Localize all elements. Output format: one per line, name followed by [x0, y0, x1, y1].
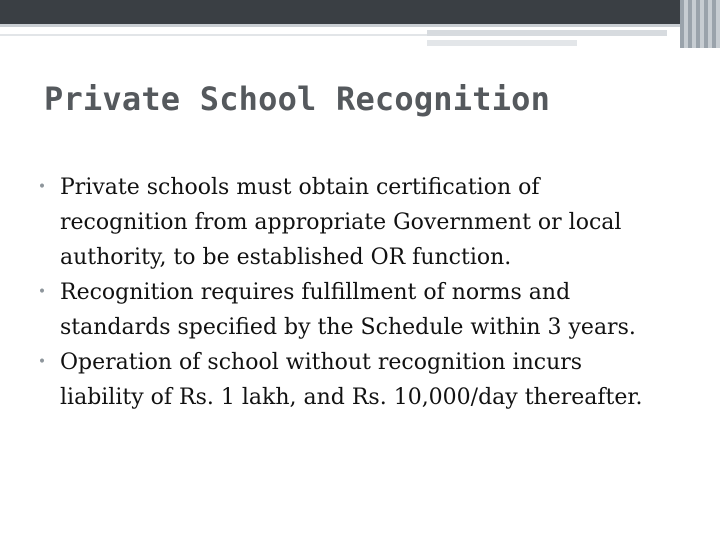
- bullet-list: [32, 170, 662, 415]
- header-bar: [0, 0, 720, 24]
- bullet-item: [32, 170, 662, 275]
- bullet-icon: •: [37, 284, 47, 300]
- bullet-text: Operation of school without recognition incurs liability of Rs. 1 lakh, and Rs. 10,000/day thereafter.: [60, 350, 643, 410]
- bullet-item: [32, 345, 662, 415]
- header-accent-line: [0, 24, 720, 27]
- bullet-item: [32, 275, 662, 345]
- header-corner-pattern: [680, 0, 720, 48]
- bullet-icon: •: [37, 179, 47, 195]
- slide-title: Private School Recognition: [44, 80, 551, 118]
- header-light-segment: [427, 30, 667, 36]
- header-thin-line: [0, 34, 427, 36]
- header-light-segment-secondary: [427, 40, 577, 46]
- bullet-text: Private schools must obtain certification of recognition from appropriate Government or local authority, to be established OR function.: [60, 175, 622, 270]
- bullet-text: Recognition requires fulfillment of norms and standards specified by the Schedule within 3 years.: [60, 280, 636, 340]
- bullet-icon: •: [37, 354, 47, 370]
